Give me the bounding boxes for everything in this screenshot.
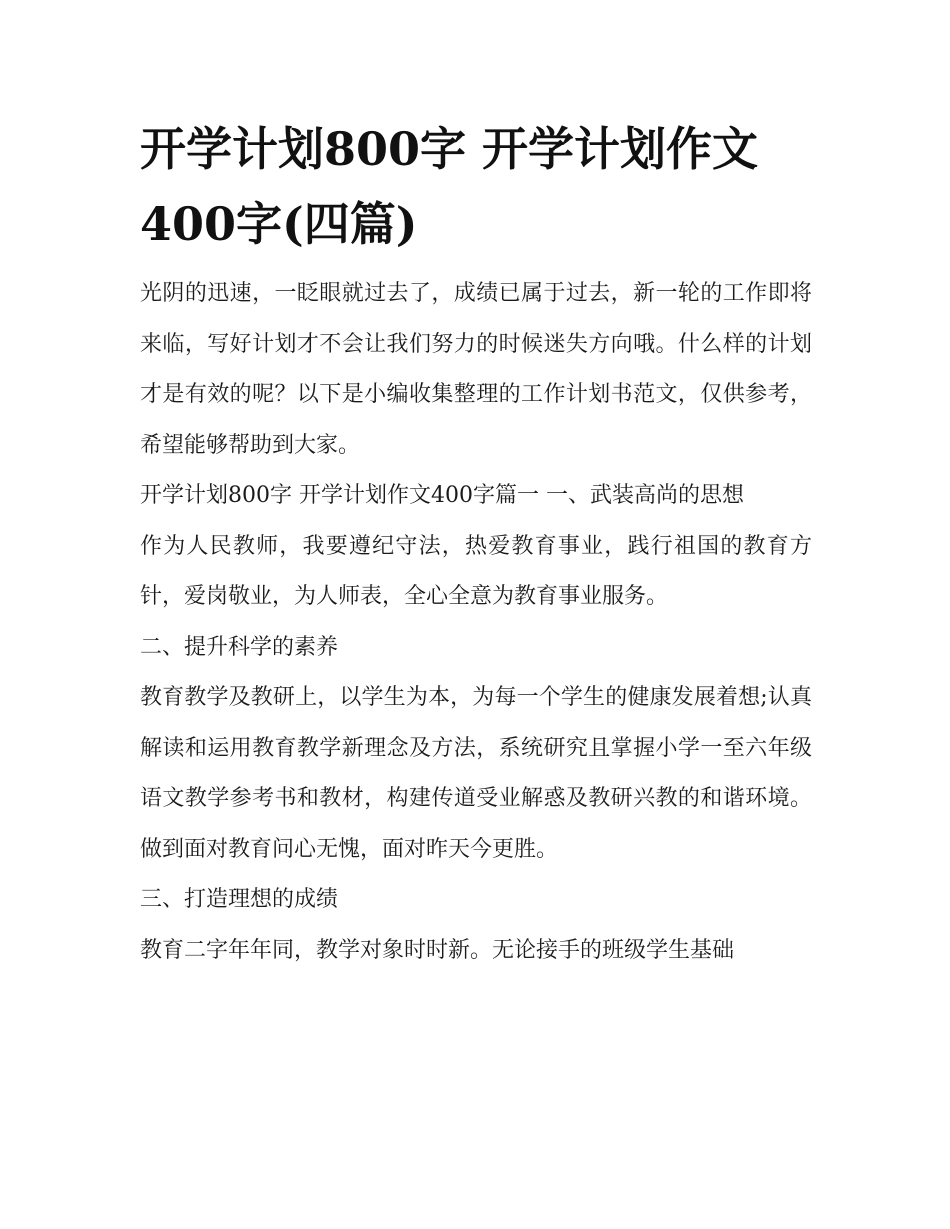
section-three-paragraph: 教育二字年年同，教学对象时时新。无论接手的班级学生基础 xyxy=(140,937,735,963)
section-one-paragraph: 作为人民教师，我要遵纪守法，热爱教育事业，践行祖国的教育方针，爱岗敬业，为人师表，全心全意为教育事业服务。 xyxy=(140,533,812,609)
section-two-heading: 二、提升科学的素养 xyxy=(140,634,339,660)
intro-paragraph: 光阴的迅速，一眨眼就过去了，成绩已属于过去，新一轮的工作即将来临，写好计划才不会让我们努力的时候迷失方向哦。什么样的计划才是有效的呢？以下是小编收集整理的工作计划书范文，仅供参考，希望能够帮助到大家。 xyxy=(140,281,812,458)
section-three-heading: 三、打造理想的成绩 xyxy=(140,887,339,912)
section-one-heading: 开学计划800字 开学计划作文400字篇一 一、武装高尚的思想 xyxy=(140,483,744,508)
document-content xyxy=(140,112,812,976)
section-two-paragraph: 教育教学及教研上，以学生为本，为每一个学生的健康发展着想;认真解读和运用教育教学新理念及方法，系统研究且掌握小学一至六年级语文教学参考书和教材，构建传道受业解惑及教研兴教的和谐环境。做到面对教育问心无愧，面对昨天今更胜。 xyxy=(140,685,812,862)
document-body xyxy=(140,269,812,976)
document-title: 开学计划800字 开学计划作文400字(四篇) xyxy=(140,122,759,251)
